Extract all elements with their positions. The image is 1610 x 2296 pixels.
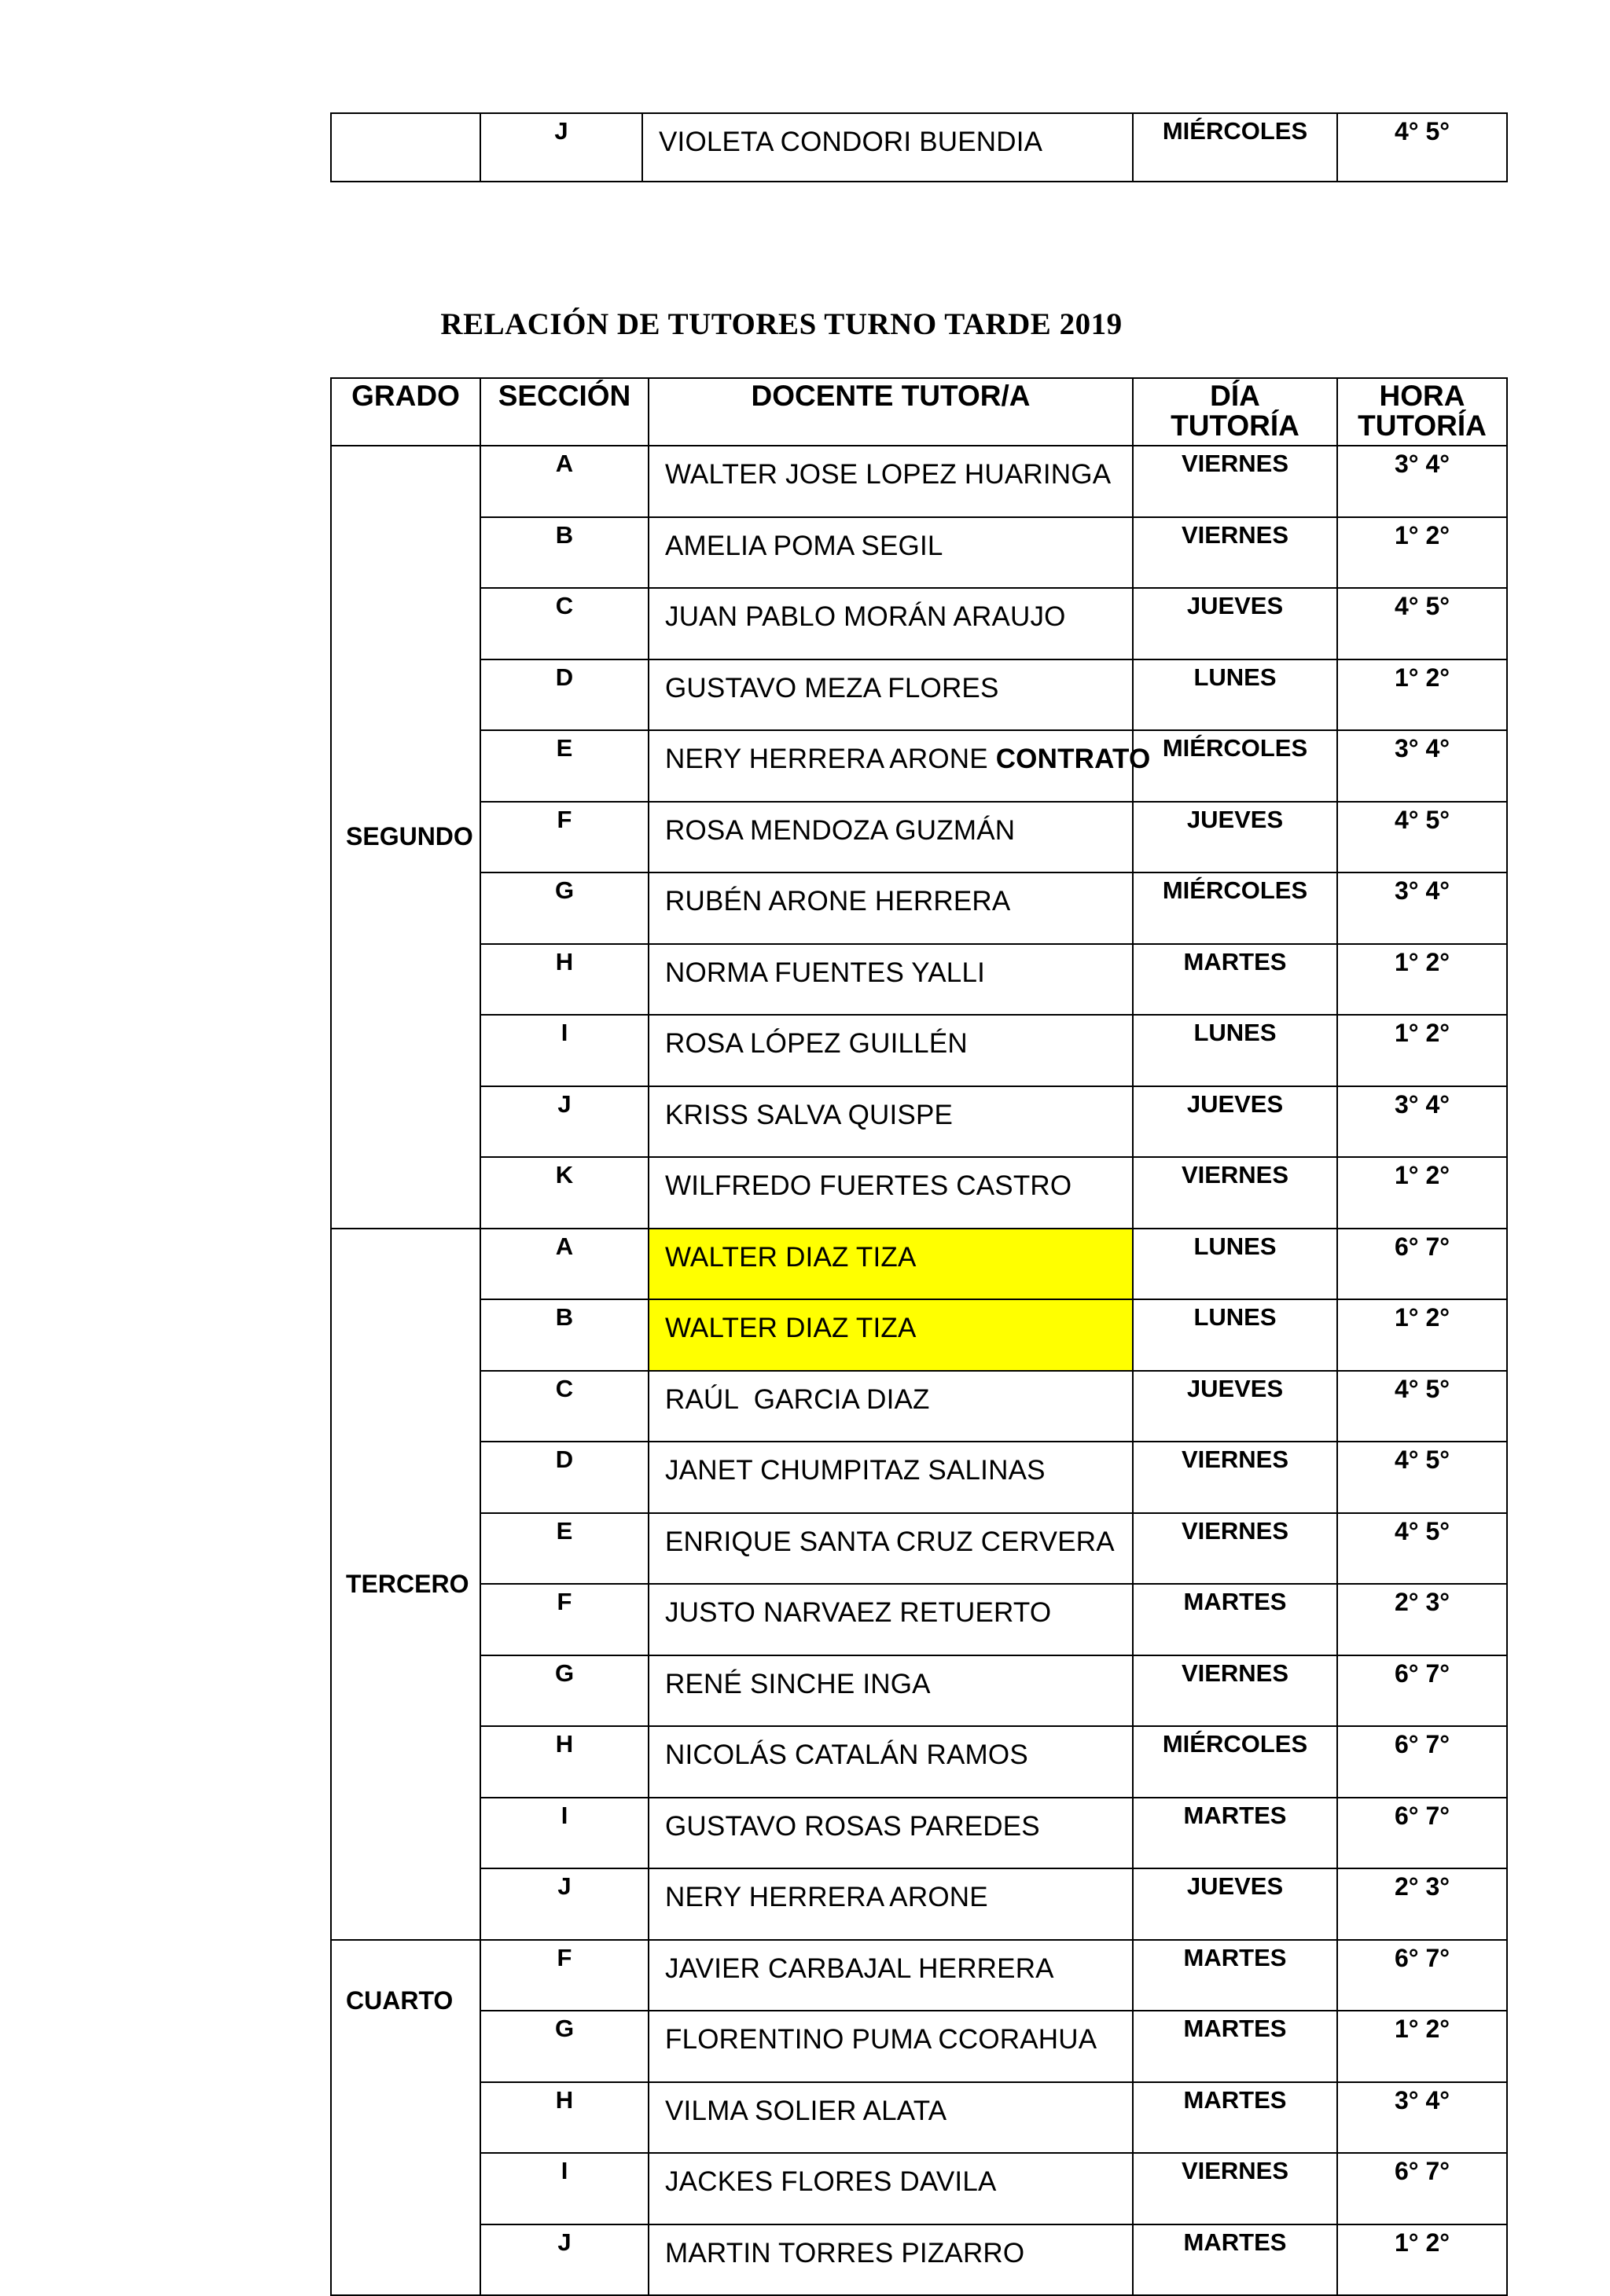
hour-cell: 4° 5° xyxy=(1337,588,1507,659)
hour-cell: 6° 7° xyxy=(1337,1229,1507,1300)
header-docente xyxy=(649,378,1133,446)
table-row xyxy=(331,1655,1507,1727)
section-cell: E xyxy=(480,1513,649,1585)
day-cell: LUNES xyxy=(1133,659,1337,731)
day-cell: MARTES xyxy=(1133,2082,1337,2154)
teacher-cell: JANET CHUMPITAZ SALINAS xyxy=(649,1442,1133,1513)
day-cell: JUEVES xyxy=(1133,1371,1337,1442)
table-row xyxy=(331,1299,1507,1371)
section-cell: C xyxy=(480,1371,649,1442)
section-cell: H xyxy=(480,1726,649,1798)
teacher-cell: GUSTAVO ROSAS PAREDES xyxy=(649,1798,1133,1869)
section-cell: B xyxy=(480,517,649,589)
table-row xyxy=(331,1798,1507,1869)
hour-cell: 6° 7° xyxy=(1337,1940,1507,2011)
teacher-name: NERY HERRERA ARONE xyxy=(665,744,996,774)
table-row xyxy=(331,2011,1507,2082)
table-row xyxy=(331,872,1507,944)
teacher-cell: ROSA LÓPEZ GUILLÉN xyxy=(649,1015,1133,1086)
hour-cell: 1° 2° xyxy=(1337,1299,1507,1371)
teacher-cell xyxy=(649,730,1151,802)
table-row xyxy=(331,1157,1507,1229)
hour-cell: 1° 2° xyxy=(1337,1157,1507,1229)
day-cell: MARTES xyxy=(1133,944,1337,1016)
grade-cell-cuarto: CUARTO xyxy=(331,1940,480,2296)
teacher-cell: GUSTAVO MEZA FLORES xyxy=(649,659,1133,731)
day-cell: VIERNES xyxy=(1133,1442,1337,1513)
header-hora-line2: TUTORÍA xyxy=(1358,410,1487,442)
table-row xyxy=(331,944,1507,1016)
table-row xyxy=(331,1513,1507,1585)
day-cell: JUEVES xyxy=(1133,1086,1337,1158)
teacher-cell: JAVIER CARBAJAL HERRERA xyxy=(649,1940,1133,2011)
table-row xyxy=(331,1371,1507,1442)
teacher-cell: KRISS SALVA QUISPE xyxy=(649,1086,1133,1158)
table-row xyxy=(331,2153,1507,2224)
teacher-cell-highlighted: WALTER DIAZ TIZA xyxy=(649,1299,1133,1371)
teacher-cell: NORMA FUENTES YALLI xyxy=(649,944,1133,1016)
table-row xyxy=(331,2224,1507,2296)
document-title: RELACIÓN DE TUTORES TURNO TARDE 2019 xyxy=(440,307,1123,341)
section-cell: A xyxy=(480,1229,649,1300)
hour-cell: 1° 2° xyxy=(1337,1015,1507,1086)
section-cell: J xyxy=(480,1086,649,1158)
hour-cell: 3° 4° xyxy=(1337,2082,1507,2154)
hour-cell: 3° 4° xyxy=(1337,872,1507,944)
table-row xyxy=(331,1940,1507,2011)
section-cell: I xyxy=(480,1798,649,1869)
section-cell: J xyxy=(480,1868,649,1940)
day-cell: MARTES xyxy=(1133,2224,1337,2296)
hour-cell: 3° 4° xyxy=(1337,446,1507,517)
teacher-cell: JUSTO NARVAEZ RETUERTO xyxy=(649,1584,1133,1655)
table-row xyxy=(331,446,1507,517)
section-cell: G xyxy=(480,872,649,944)
header-seccion-label: SECCIÓN xyxy=(498,380,631,412)
table-header-row xyxy=(331,378,1507,446)
contract-note: CONTRATO xyxy=(995,744,1151,774)
day-cell: JUEVES xyxy=(1133,588,1337,659)
section-cell: D xyxy=(480,1442,649,1513)
header-hora xyxy=(1337,378,1507,446)
hour-cell: 4° 5° xyxy=(1337,1513,1507,1585)
teacher-cell: NERY HERRERA ARONE xyxy=(649,1868,1133,1940)
table-row xyxy=(331,802,1507,873)
hour-cell: 1° 2° xyxy=(1337,2224,1507,2296)
section-cell: A xyxy=(480,446,649,517)
header-hora-line1: HORA xyxy=(1379,380,1465,412)
header-grado xyxy=(331,378,480,446)
hour-cell: 6° 7° xyxy=(1337,1726,1507,1798)
teacher-cell: ENRIQUE SANTA CRUZ CERVERA xyxy=(649,1513,1133,1585)
header-docente-label: DOCENTE TUTOR/A xyxy=(751,380,1031,412)
hour-cell: 4° 5° xyxy=(1337,1442,1507,1513)
teacher-cell: FLORENTINO PUMA CCORAHUA xyxy=(649,2011,1133,2082)
teacher-cell: JUAN PABLO MORÁN ARAUJO xyxy=(649,588,1133,659)
table-row xyxy=(331,113,1507,182)
section-cell: G xyxy=(480,1655,649,1727)
teacher-cell: RENÉ SINCHE INGA xyxy=(649,1655,1133,1727)
section-cell: H xyxy=(480,944,649,1016)
teacher-cell: WILFREDO FUERTES CASTRO xyxy=(649,1157,1133,1229)
hour-cell: 1° 2° xyxy=(1337,944,1507,1016)
section-cell: F xyxy=(480,1584,649,1655)
section-cell: E xyxy=(480,730,649,802)
section-cell: G xyxy=(480,2011,649,2082)
teacher-cell: RAÚL GARCIA DIAZ xyxy=(649,1371,1133,1442)
teacher-cell: VILMA SOLIER ALATA xyxy=(649,2082,1133,2154)
header-seccion xyxy=(480,378,649,446)
section-cell: I xyxy=(480,2153,649,2224)
section-cell: F xyxy=(480,802,649,873)
hour-cell: 6° 7° xyxy=(1337,1798,1507,1869)
grade-cell-tercero: TERCERO xyxy=(331,1229,480,1940)
header-dia xyxy=(1133,378,1337,446)
table-row xyxy=(331,730,1507,802)
day-cell: VIERNES xyxy=(1133,446,1337,517)
day-cell: MIÉRCOLES xyxy=(1133,113,1337,182)
section-cell: H xyxy=(480,2082,649,2154)
header-grado-label: GRADO xyxy=(351,380,460,412)
previous-table-continuation xyxy=(330,112,1508,182)
day-cell: MARTES xyxy=(1133,1940,1337,2011)
grade-cell-segundo: SEGUNDO xyxy=(331,446,480,1229)
section-cell: I xyxy=(480,1015,649,1086)
grade-cell-empty xyxy=(331,113,480,182)
section-cell: D xyxy=(480,659,649,731)
table-row xyxy=(331,2082,1507,2154)
table-row xyxy=(331,659,1507,731)
header-dia-line2: TUTORÍA xyxy=(1171,410,1299,442)
tutors-table xyxy=(330,377,1508,2296)
section-cell: K xyxy=(480,1157,649,1229)
section-cell: J xyxy=(480,113,642,182)
day-cell: VIERNES xyxy=(1133,1513,1337,1585)
hour-cell: 6° 7° xyxy=(1337,1655,1507,1727)
table-row xyxy=(331,1584,1507,1655)
hour-cell: 3° 4° xyxy=(1337,730,1507,802)
day-cell: MARTES xyxy=(1133,1584,1337,1655)
day-cell: MARTES xyxy=(1133,1798,1337,1869)
teacher-cell: NICOLÁS CATALÁN RAMOS xyxy=(649,1726,1133,1798)
hour-cell: 4° 5° xyxy=(1337,802,1507,873)
table-row xyxy=(331,1868,1507,1940)
day-cell: MARTES xyxy=(1133,2011,1337,2082)
hour-cell: 1° 2° xyxy=(1337,517,1507,589)
day-cell: LUNES xyxy=(1133,1299,1337,1371)
section-cell: C xyxy=(480,588,649,659)
day-cell: VIERNES xyxy=(1133,2153,1337,2224)
hour-cell: 3° 4° xyxy=(1337,1086,1507,1158)
day-cell: MIÉRCOLES xyxy=(1133,872,1337,944)
table-row xyxy=(331,1726,1507,1798)
teacher-cell-highlighted: WALTER DIAZ TIZA xyxy=(649,1229,1133,1300)
day-cell: MIÉRCOLES xyxy=(1133,730,1337,802)
teacher-cell: ROSA MENDOZA GUZMÁN xyxy=(649,802,1133,873)
hour-cell: 6° 7° xyxy=(1337,2153,1507,2224)
teacher-cell: RUBÉN ARONE HERRERA xyxy=(649,872,1133,944)
hour-cell: 4° 5° xyxy=(1337,1371,1507,1442)
table-row xyxy=(331,1015,1507,1086)
table-row xyxy=(331,1442,1507,1513)
day-cell: VIERNES xyxy=(1133,517,1337,589)
table-row xyxy=(331,1229,1507,1300)
hour-cell: 2° 3° xyxy=(1337,1584,1507,1655)
hour-cell: 1° 2° xyxy=(1337,659,1507,731)
table-row xyxy=(331,1086,1507,1158)
table-row xyxy=(331,517,1507,589)
day-cell: VIERNES xyxy=(1133,1157,1337,1229)
section-cell: F xyxy=(480,1940,649,2011)
teacher-cell: WALTER JOSE LOPEZ HUARINGA xyxy=(649,446,1133,517)
hour-cell: 1° 2° xyxy=(1337,2011,1507,2082)
teacher-cell: JACKES FLORES DAVILA xyxy=(649,2153,1133,2224)
day-cell: JUEVES xyxy=(1133,1868,1337,1940)
day-cell: LUNES xyxy=(1133,1229,1337,1300)
teacher-cell: VIOLETA CONDORI BUENDIA xyxy=(642,113,1133,182)
section-cell: B xyxy=(480,1299,649,1371)
header-dia-line1: DÍA xyxy=(1210,380,1260,412)
day-cell: VIERNES xyxy=(1133,1655,1337,1727)
table-row xyxy=(331,588,1507,659)
day-cell: MIÉRCOLES xyxy=(1133,1726,1337,1798)
teacher-cell: MARTIN TORRES PIZARRO xyxy=(649,2224,1133,2296)
day-cell: JUEVES xyxy=(1133,802,1337,873)
hour-cell: 2° 3° xyxy=(1337,1868,1507,1940)
hour-cell: 4° 5° xyxy=(1337,113,1507,182)
teacher-cell: AMELIA POMA SEGIL xyxy=(649,517,1133,589)
section-cell: J xyxy=(480,2224,649,2296)
day-cell: LUNES xyxy=(1133,1015,1337,1086)
